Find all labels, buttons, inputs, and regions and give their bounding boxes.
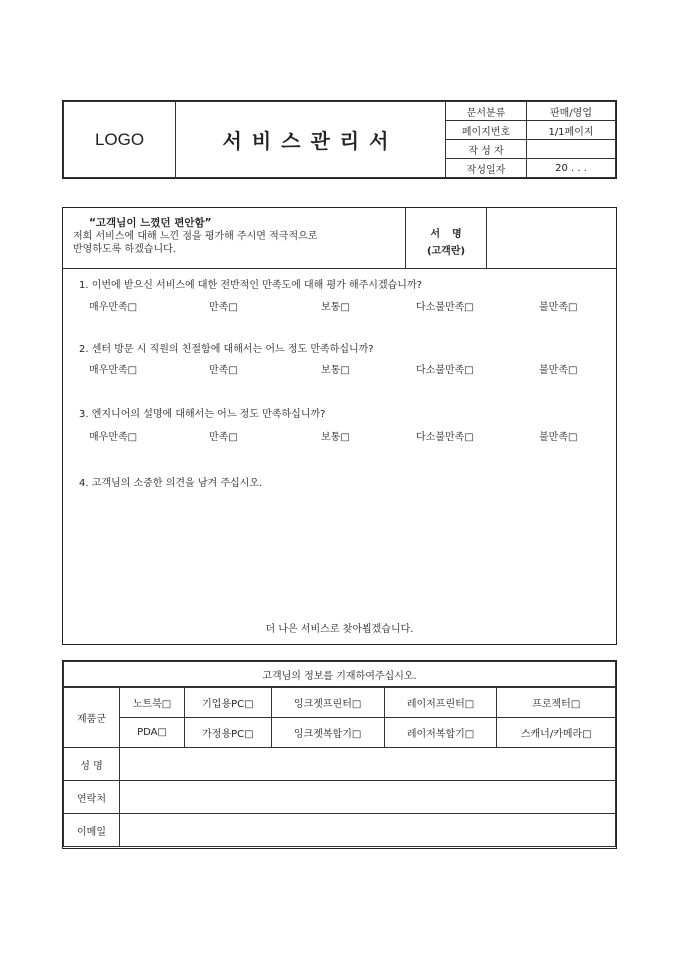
question-3: 3. 엔지니어의 설명에 대해서는 어느 정도 만족하십니까? — [79, 409, 326, 420]
meta-value-author[interactable] — [527, 140, 616, 159]
q3-option-somewhat-dissatisfied[interactable]: 다소불만족□ — [416, 432, 474, 443]
q2-option-satisfied[interactable]: 만족□ — [209, 365, 238, 376]
q2-option-somewhat-dissatisfied[interactable]: 다소불만족□ — [416, 365, 474, 376]
meta-label-date: 작성일자 — [446, 159, 527, 178]
contact-field[interactable] — [120, 781, 616, 814]
meta-label-author: 작 성 자 — [446, 140, 527, 159]
product-laser-printer[interactable]: 레이저프린터□ — [384, 687, 497, 718]
name-field[interactable] — [120, 748, 616, 781]
signature-label — [405, 208, 487, 268]
intro-line-1: 저희 서비스에 대해 느낀 점을 평가해 주시면 적극적으로 — [73, 231, 318, 242]
product-business-pc[interactable]: 기업용PC□ — [185, 687, 272, 718]
q1-option-satisfied[interactable]: 만족□ — [209, 302, 238, 313]
q2-option-neutral[interactable]: 보통□ — [321, 365, 350, 376]
q3-option-satisfied[interactable]: 만족□ — [209, 432, 238, 443]
meta-label-category: 문서분류 — [446, 102, 527, 121]
q1-option-somewhat-dissatisfied[interactable]: 다소불만족□ — [416, 302, 474, 313]
q3-option-dissatisfied[interactable]: 불만족□ — [539, 432, 578, 443]
question-1-options — [89, 298, 609, 312]
q2-option-dissatisfied[interactable]: 불만족□ — [539, 365, 578, 376]
q2-option-very-satisfied[interactable]: 매우만족□ — [89, 365, 138, 376]
product-notebook[interactable]: 노트북□ — [120, 687, 185, 718]
product-pda[interactable]: PDA□ — [120, 718, 185, 748]
email-field[interactable] — [120, 814, 616, 847]
survey-section — [62, 207, 617, 645]
document-header — [62, 100, 617, 179]
q1-option-neutral[interactable]: 보통□ — [321, 302, 350, 313]
name-label: 성 명 — [64, 748, 120, 781]
email-label: 이메일 — [64, 814, 120, 847]
q1-option-dissatisfied[interactable]: 불만족□ — [539, 302, 578, 313]
question-4: 4. 고객님의 소중한 의견을 남겨 주십시오. — [79, 478, 263, 489]
product-projector[interactable]: 프로젝터□ — [497, 687, 616, 718]
question-1: 1. 이번에 받으신 서비스에 대한 전반적인 만족도에 대해 평가 해주시겠습니까? — [79, 280, 422, 291]
product-home-pc[interactable]: 가정용PC□ — [185, 718, 272, 748]
opinion-field[interactable] — [79, 492, 599, 612]
customer-info-title: 고객님의 정보를 기재하여주십시오. — [64, 662, 616, 688]
product-inkjet-multifunction[interactable]: 잉크젯복합기□ — [271, 718, 384, 748]
meta-value-category: 판매/영업 — [527, 102, 616, 121]
signature-label-line-1: 서명 — [430, 229, 474, 240]
product-inkjet-printer[interactable]: 잉크젯프린터□ — [271, 687, 384, 718]
intro-line-2: 반영하도록 하겠습니다. — [73, 244, 176, 255]
q3-option-very-satisfied[interactable]: 매우만족□ — [89, 432, 138, 443]
survey-intro-row — [63, 208, 616, 269]
meta-value-date[interactable]: 20 . . . — [527, 159, 616, 178]
product-laser-multifunction[interactable]: 레이저복합기□ — [384, 718, 497, 748]
closing-message: 더 나은 서비스로 찾아뵙겠습니다. — [265, 624, 414, 635]
customer-info-section — [62, 660, 617, 849]
logo: LOGO — [64, 102, 176, 178]
q3-option-neutral[interactable]: 보통□ — [321, 432, 350, 443]
product-scanner-camera[interactable]: 스캐너/카메라□ — [497, 718, 616, 748]
survey-intro — [73, 217, 403, 256]
intro-title: “고객님이 느꼈던 편안함” — [89, 217, 212, 229]
q1-option-very-satisfied[interactable]: 매우만족□ — [89, 302, 138, 313]
meta-label-page: 페이지번호 — [446, 121, 527, 140]
question-3-options — [89, 428, 609, 442]
contact-label: 연락처 — [64, 781, 120, 814]
signature-label-line-2: (고객란) — [426, 246, 466, 257]
question-2: 2. 센터 방문 시 직원의 친절함에 대해서는 어느 정도 만족하십니까? — [79, 344, 374, 355]
signature-field[interactable] — [487, 208, 616, 268]
product-group-label: 제품군 — [64, 687, 120, 748]
question-2-options — [89, 361, 609, 375]
intro-text — [73, 230, 403, 256]
document-title: 서비스관리서 — [176, 102, 446, 178]
meta-value-page: 1/1페이지 — [527, 121, 616, 140]
